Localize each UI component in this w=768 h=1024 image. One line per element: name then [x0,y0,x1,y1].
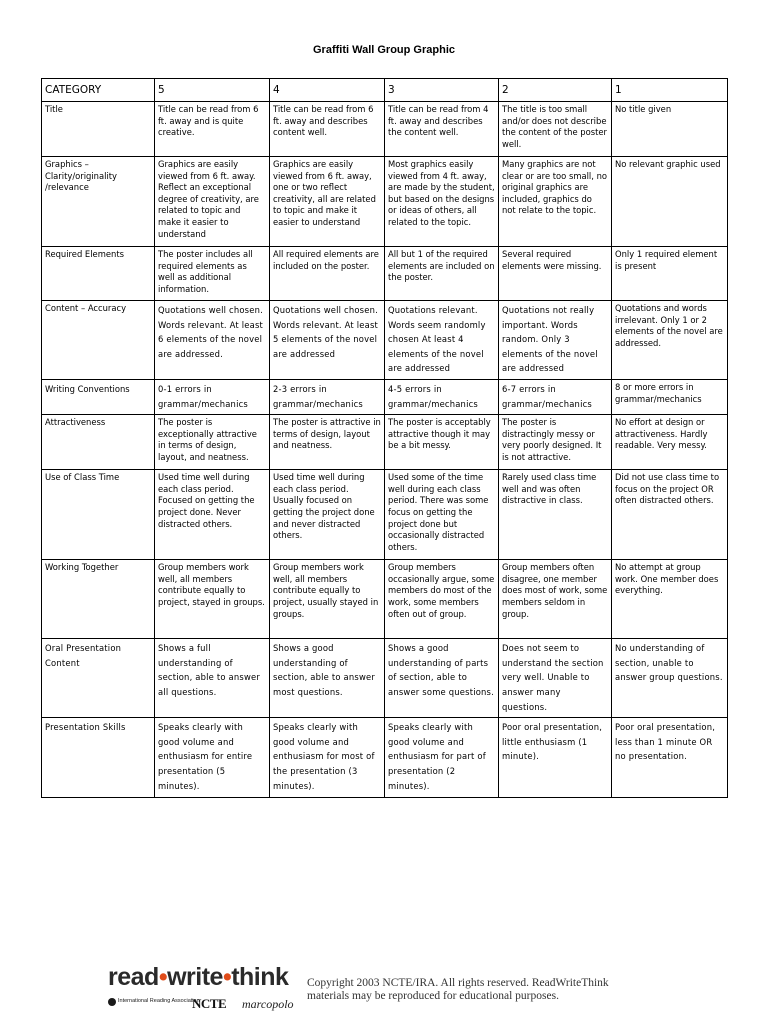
row-category: Title [42,102,155,157]
logo-dot-icon: • [222,963,232,991]
table-row [42,560,728,639]
row-category: Writing Conventions [42,379,155,414]
footer [108,963,628,1015]
cell-score-2: Quotations not really important. Words random. Only 3 elements of the novel are addressed [499,301,612,380]
ira-logo-text: International Reading Association [118,998,200,1004]
cell-score-1: No title given [612,102,728,157]
cell-score-2: Poor oral presentation, little enthusiasm (1 minute). [499,718,612,798]
cell-score-5: Group members work well, all members contribute equally to project, stayed in groups. [155,560,270,639]
cell-score-1: No relevant graphic used [612,157,728,247]
cell-score-3: Quotations relevant. Words seem randomly chosen At least 4 elements of the novel are addressed [385,301,499,380]
row-category: Content – Accuracy [42,301,155,380]
cell-score-1: No understanding of section, unable to answer group questions. [612,639,728,718]
cell-score-4: Graphics are easily viewed from 6 ft. away, one or two reflect creativity, all are related to topic and make it easier to understand [270,157,385,247]
table-row [42,639,728,718]
cell-score-3: 4-5 errors in grammar/mechanics [385,379,499,414]
rubric-table [41,78,728,798]
cell-score-4: All required elements are included on the poster. [270,247,385,301]
cell-score-2: The poster is distractingly messy or very poorly designed. It is not attractive. [499,415,612,470]
table-row [42,102,728,157]
row-category: Attractiveness [42,415,155,470]
cell-score-2: Many graphics are not clear or are too small, no original graphics are included, graphics do not relate to the topic. [499,157,612,247]
row-category: Oral Presentation Content [42,639,155,718]
cell-score-3: The poster is acceptably attractive though it may be a bit messy. [385,415,499,470]
ira-logo [108,998,200,1006]
cell-score-1: Quotations and words irrelevant. Only 1 or 2 elements of the novel are addressed. [612,301,728,380]
cell-score-1: No effort at design or attractiveness. Hardly readable. Very messy. [612,415,728,470]
logo-dot-icon: • [158,963,168,991]
cell-score-5: Speaks clearly with good volume and enthusiasm for entire presentation (5 minutes). [155,718,270,798]
cell-score-3: Used some of the time well during each class period. There was some focus on getting the project done but occasionally distracted others. [385,470,499,560]
cell-score-1: 8 or more errors in grammar/mechanics [612,379,728,414]
table-row [42,470,728,560]
ira-mark-icon [108,998,116,1006]
cell-score-5: Shows a full understanding of section, able to answer all questions. [155,639,270,718]
cell-score-1: Poor oral presentation, less than 1 minute OR no presentation. [612,718,728,798]
cell-score-5: The poster includes all required elements as well as additional information. [155,247,270,301]
logo-word-write: write [167,963,223,991]
cell-score-5: The poster is exceptionally attractive in terms of design, layout, and neatness. [155,415,270,470]
cell-score-5: Graphics are easily viewed from 6 ft. away. Reflect an exceptional degree of creativity, are related to topic and make it easier to understand [155,157,270,247]
header-category: CATEGORY [42,79,155,102]
cell-score-5: Quotations well chosen. Words relevant. At least 6 elements of the novel are addressed. [155,301,270,380]
table-header-row [42,79,728,102]
cell-score-3: Group members occasionally argue, some members do most of the work, some members often out of group. [385,560,499,639]
cell-score-3: Most graphics easily viewed from 4 ft. away, are made by the student, but based on the designs or ideas of others, all related to the topic. [385,157,499,247]
cell-score-5: Title can be read from 6 ft. away and is quite creative. [155,102,270,157]
cell-score-2: 6-7 errors in grammar/mechanics [499,379,612,414]
cell-score-4: Used time well during each class period. Usually focused on getting the project done and never distracted others. [270,470,385,560]
table-row [42,157,728,247]
cell-score-3: All but 1 of the required elements are included on the poster. [385,247,499,301]
table-row [42,379,728,414]
cell-score-3: Speaks clearly with good volume and enthusiasm for part of presentation (2 minutes). [385,718,499,798]
cell-score-2: Rarely used class time well and was often distractive in class. [499,470,612,560]
header-score-1: 1 [612,79,728,102]
cell-score-1: Did not use class time to focus on the project OR often distracted others. [612,470,728,560]
row-category: Working Together [42,560,155,639]
cell-score-3: Shows a good understanding of parts of section, able to answer some questions. [385,639,499,718]
cell-score-4: Speaks clearly with good volume and enthusiasm for most of the presentation (3 minutes). [270,718,385,798]
cell-score-4: Group members work well, all members contribute equally to project, usually stayed in groups. [270,560,385,639]
logo-word-think: think [231,963,289,991]
logo-word-read: read [108,963,159,991]
readwritethink-logo [108,963,288,992]
copyright-notice: Copyright 2003 NCTE/IRA. All rights reserved. ReadWriteThink materials may be reproduced for educational purposes. [307,977,609,1002]
cell-score-2: The title is too small and/or does not describe the content of the poster well. [499,102,612,157]
cell-score-5: 0-1 errors in grammar/mechanics [155,379,270,414]
cell-score-5: Used time well during each class period. Focused on getting the project done. Never distracted others. [155,470,270,560]
ncte-logo: NCTE [192,996,227,1011]
header-score-2: 2 [499,79,612,102]
header-score-3: 3 [385,79,499,102]
row-category: Required Elements [42,247,155,301]
cell-score-4: 2-3 errors in grammar/mechanics [270,379,385,414]
table-row [42,247,728,301]
cell-score-3: Title can be read from 4 ft. away and describes the content well. [385,102,499,157]
page-title: Graffiti Wall Group Graphic [313,44,455,56]
table-row [42,301,728,380]
cell-score-2: Group members often disagree, one member does most of work, some members seldom in group. [499,560,612,639]
cell-score-1: Only 1 required element is present [612,247,728,301]
cell-score-4: Quotations well chosen. Words relevant. At least 5 elements of the novel are addressed [270,301,385,380]
cell-score-1: No attempt at group work. One member does everything. [612,560,728,639]
header-score-5: 5 [155,79,270,102]
row-category: Use of Class Time [42,470,155,560]
table-row [42,415,728,470]
row-category: Graphics – Clarity/originality /relevance [42,157,155,247]
marcopolo-logo: marcopolo [242,997,294,1011]
cell-score-4: Shows a good understanding of section, able to answer most questions. [270,639,385,718]
row-category: Presentation Skills [42,718,155,798]
cell-score-4: Title can be read from 6 ft. away and describes content well. [270,102,385,157]
header-score-4: 4 [270,79,385,102]
table-row [42,718,728,798]
cell-score-4: The poster is attractive in terms of design, layout and neatness. [270,415,385,470]
cell-score-2: Does not seem to understand the section very well. Unable to answer many questions. [499,639,612,718]
cell-score-2: Several required elements were missing. [499,247,612,301]
